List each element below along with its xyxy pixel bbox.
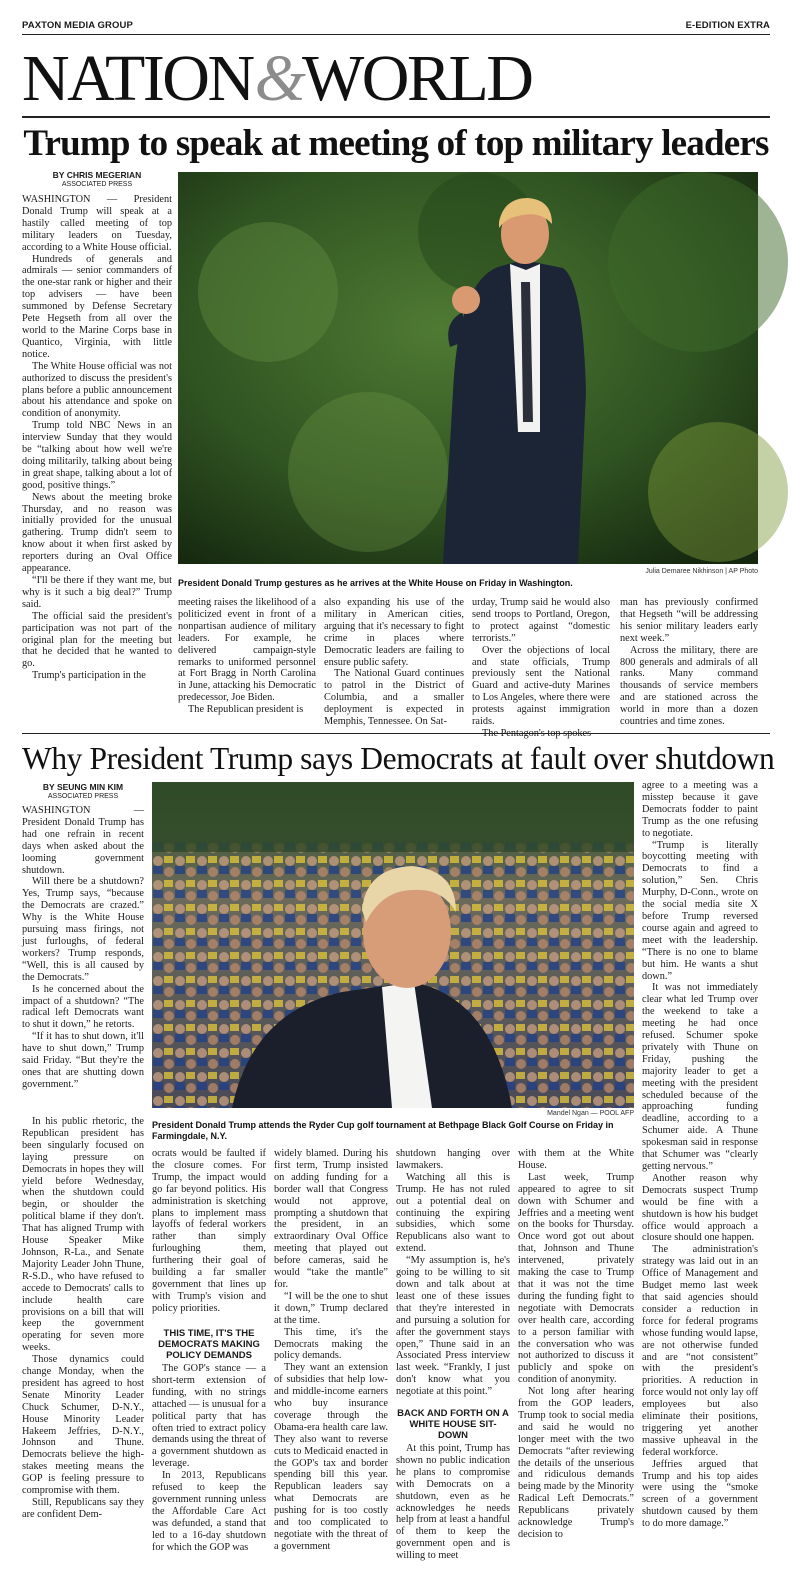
publisher-name: PAXTON MEDIA GROUP: [22, 20, 133, 31]
story1-paragraph: meeting raises the likelihood of a politicized event in front of a nonpartisan audience of military leaders. For example, he delivered campaign-style remarks to uniformed personnel at Fort Bragg in North Carolina in June, attacking his Democratic predecessor, Joe Biden.: [178, 597, 316, 704]
story1-paragraph: “I'll be there if they want me, but why is it such a big deal?” Trump said.: [22, 575, 172, 610]
story1-photo: [178, 172, 758, 564]
story2-col2-upper: [152, 1148, 266, 1312]
story2-byline: [22, 782, 144, 800]
story2-paragraph: Not long after hearing from the GOP leaders, Trump took to social media and said he would no longer meet with the two Democrats “after reviewing the details of the unserious and ridiculous demands being made by the Minority Radical Left Democrats.” Republicans privately acknowledge Trump's decision to: [518, 1386, 634, 1540]
story2-caption: President Donald Trump attends the Ryder Cup golf tournament at Bethpage Black Golf Course on Friday in Farmingdale, N.Y.: [152, 1120, 614, 1141]
story2-col4-upper: [396, 1148, 510, 1398]
story1-paragraph: News about the meeting broke Thursday, and no reason was initially provided for the unusual gathering. Trump didn't seem to know about it when first asked by reporters during an Oval Office appearance.: [22, 491, 172, 575]
story1-byline: [22, 170, 172, 188]
story2-paragraph: WASHINGTON — President Donald Trump has had one refrain in recent days when asked about the looming government shutdown.: [22, 805, 144, 876]
story2-paragraph: In his public rhetoric, the Republican president has been singularly focused on laying pressure on Democrats in hopes they will yield before Wednesday, when the shutdown could begin, or shoulder the political blame if they don't. That has aligned Trump with House Speaker Mike Johnson, R-La., and Senate Majority Leader John Thune, R-S.D., who have refused to accede to Democrats' calls to include health care provisions on a bill that will keep the government operating for seven more weeks.: [22, 1116, 144, 1354]
story2-paragraph: It was not immediately clear what led Trump over the weekend to take a meeting he had once refused. Schumer spoke privately with Thune on Friday, pushing the majority leader to get a meeting with the president scheduled because of the approaching funding deadline, according to a Schumer aide. A Thune spokesman said in response that Schumer was “clearly getting nervous.”: [642, 982, 758, 1172]
story1-paragraph: Over the objections of local and state officials, Trump previously sent the National Guard and active-duty Marines to Los Angeles, where there were protests against immigration raids.: [472, 644, 610, 728]
story1-paragraph: The National Guard continues to patrol in the District of Columbia, and a smaller deployment is expected in Memphis, Tennessee. On Sat-: [324, 668, 464, 728]
section-masthead: [22, 44, 531, 114]
story1-col2: [178, 597, 316, 728]
story2-paragraph: ocrats would be faulted if the closure comes. For Trump, the impact would go far beyond politics. His administration is sketching plans to implement mass layoffs of federal workers rather than simply furloughing them, furthering their goal of building a far smaller government that lines up with Trump's vision and policy priorities.: [152, 1148, 266, 1314]
masthead-nation: NATION: [22, 42, 253, 115]
story2-byline-org: ASSOCIATED PRESS: [47, 793, 119, 800]
story2-paragraph: Still, Republicans say they are confident Dem-: [22, 1497, 144, 1520]
story1-paragraph: The White House official was not authorized to discuss the president's plans before a public announcement about his attendance and spoke on condition of anonymity.: [22, 360, 172, 420]
masthead-world: WORLD: [301, 42, 532, 115]
story2-subhead-1: THIS TIME, IT'S THE DEMOCRATS MAKING POLICY DEMANDS: [158, 1328, 260, 1361]
top-bar: [22, 18, 770, 34]
story2-paragraph: Those dynamics could change Monday, when the president has agreed to host Senate Minority Leader Chuck Schumer, D-N.Y., House Minority Leader Hakeem Jeffries, D-N.Y., Johnson and Thune. Democrats believe the high-stakes meeting means the GOP is feeling pressure to compromise with them.: [22, 1354, 144, 1497]
story2-col1-lower: [22, 1116, 144, 1572]
story1-paragraph: Trump told NBC News in an interview Sunday that they would be “talking about how well we're doing militarily, talking about being in great shape, talking about a lot of good, positive things.”: [22, 420, 172, 491]
story1-headline: Trump to speak at meeting of top military leaders: [23, 123, 769, 164]
edition-label: E-EDITION EXTRA: [685, 20, 770, 31]
story1-col5: [620, 597, 758, 728]
story1-byline-name: BY CHRIS MEGERIAN: [52, 170, 142, 180]
top-rule: [22, 34, 770, 35]
story1-col4: [472, 597, 610, 739]
masthead-ampersand: &: [254, 42, 300, 115]
masthead-rule: [22, 116, 770, 118]
story2-subhead-2: BACK AND FORTH ON A WHITE HOUSE SIT-DOWN: [397, 1408, 509, 1441]
story-divider: [22, 733, 770, 734]
story2-paragraph: “My assumption is, he's going to be willing to sit down and talk about at least one of these issues that they're interested in and pursuing a solution for after the government stays open,” Thune said in an Associated Press interview last week. “Frankly, I just don't know what you negotiate at this point.”: [396, 1255, 510, 1398]
story1-paragraph: Trump's participation in the: [32, 670, 146, 682]
story2-col1-upper: [22, 805, 144, 1115]
story1-caption: President Donald Trump gestures as he arrives at the White House on Friday in Washington.: [178, 578, 573, 588]
story2-photo-art: [152, 782, 634, 1108]
story1-paragraph: The Republican president is: [188, 704, 304, 716]
story2-paragraph: They want an extension of subsidies that help low- and middle-income earners who buy insurance coverage through the Obama-era health care law. They also want to reverse cuts to Medicaid enacted in the GOP's tax and border spending bill this year. Republican leaders say what Democrats are pushing for is too costly and too complicated to negotiate with the threat of a government: [274, 1362, 388, 1552]
story2-paragraph: In 2013, Republicans refused to keep the government running unless the Affordable Care Act was defunded, a stand that led to a 16-day shutdown for which the GOP was: [152, 1470, 266, 1553]
story2-paragraph: with them at the White House.: [518, 1148, 634, 1171]
story2-col3: [274, 1148, 388, 1572]
story2-photo-credit: Mandel Ngan — POOL AFP: [547, 1110, 634, 1117]
story2-paragraph: widely blamed. During his first term, Trump insisted on adding funding for a border wall that Congress would not approve, prompting a shutdown that the president, in an extraordinary Oval Office meeting that played out before cameras, said he would “take the mantle” for.: [274, 1148, 388, 1290]
story1-col1: [22, 194, 172, 728]
story1-photo-art: [178, 172, 758, 564]
story2-paragraph: Another reason why Democrats suspect Trump would be fine with a shutdown is how his budget office would approach a closure should one happen.: [642, 1172, 758, 1244]
story2-headline: Why President Trump says Democrats at fault over shutdown: [22, 741, 775, 776]
story2-photo: [152, 782, 634, 1108]
story1-paragraph: WASHINGTON — President Donald Trump will speak at a hastily called meeting of top military leaders on Tuesday, according to a White House official.: [22, 194, 172, 253]
story2-paragraph: “If it has to shut down, it'll have to shut down,” Trump said Friday. “But they're the ones that are shutting down government.”: [22, 1031, 144, 1090]
story2-paragraph: The administration's strategy was laid out in an Office of Management and Budget memo last week that said agencies should consider a reduction in force for federal programs whose funding would lapse, are not otherwise funded and are “not consistent” with the president's priorities. A reduction in force would not only lay off employees but also eliminate their positions, triggering yet another massive upheaval in the federal workforce.: [642, 1244, 758, 1458]
story2-paragraph: Watching all this is Trump. He has not ruled out a potential deal on continuing the expiring subsidies, which some Republicans also want to extend.: [396, 1171, 510, 1255]
story2-paragraph: “I will be the one to shut it down,” Trump declared at the time.: [274, 1290, 388, 1326]
story2-byline-name: BY SEUNG MIN KIM: [42, 782, 124, 792]
story2-col5: [518, 1148, 634, 1572]
story2-paragraph: Is he concerned about the impact of a shutdown? “The radical left Democrats want to shut it down,” he retorts.: [22, 983, 144, 1031]
story2-paragraph: “Trump is literally boycotting meeting with Democrats to find a solution,” Sen. Chris Murphy, D-Conn., wrote on the social media site X before Trump reversed course again and agreed to meet with the leadership. “There is no one to blame but him. He wants a shut down.”: [642, 839, 758, 982]
story2-paragraph: Will there be a shutdown? Yes, Trump says, “because the Democrats are crazed.” Why is the White House pursuing mass firings, not just furloughs, of federal workers? Trump responds, “Well, this is all caused by the Democrats.”: [22, 876, 144, 983]
story1-paragraph: also expanding his use of the military in American cities, arguing that it's necessary to fight crime in places where Democratic leaders are failing to ensure public safety.: [324, 597, 464, 668]
story2-paragraph: shutdown hanging over lawmakers.: [396, 1148, 510, 1171]
story2-paragraph: agree to a meeting was a misstep because it gave Democrats fodder to paint Trump as the one refusing to negotiate.: [642, 780, 758, 839]
story2-paragraph: At this point, Trump has shown no public indication he plans to compromise with Democrats on a shutdown, even as he acknowledges he needs help from at least a handful of them to keep the government open and is willing to meet: [396, 1443, 510, 1562]
story2-paragraph: This time, it's the Democrats making the policy demands.: [274, 1326, 388, 1362]
story2-paragraph: Jeffries argued that Trump and his top aides were using the “smoke screen of a government shutdown caused by them to do more damage.”: [642, 1458, 758, 1530]
story1-col3: [324, 597, 464, 728]
story1-paragraph: Across the military, there are 800 generals and admirals of all ranks. Many command thousands of service members and are stationed across the world in more than a dozen countries and time zones.: [620, 644, 758, 728]
story1-paragraph: urday, Trump said he would also send troops to Portland, Oregon, to protect against “domestic terrorists.”: [472, 597, 610, 644]
story1-paragraph: man has previously confirmed that Hegseth “will be addressing his senior military leaders early next week.”: [620, 597, 758, 644]
story2-col2-lower: [152, 1320, 266, 1572]
story1-byline-org: ASSOCIATED PRESS: [61, 181, 133, 188]
story1-paragraph: The Pentagon's top spokes-: [482, 727, 595, 739]
story1-paragraph: The official said the president's participation was not part of the original plan for the meeting but that he decided that he wanted to go.: [22, 610, 172, 670]
story2-col6: [642, 780, 758, 1572]
story2-col4-lower: [396, 1400, 510, 1572]
story2-paragraph: The GOP's stance — a short-term extension of funding, with no strings attached — is unusual for a political party that has often tried to extract policy demands using the threat of a government shutdown as leverage.: [152, 1363, 266, 1470]
story2-paragraph: Last week, Trump appeared to agree to sit down with Schumer and Jeffries and a meeting went on the books for Thursday. Once word got out about that, Johnson and Thune intervened, privately making the case to Trump that it was not the time during the funding fight to negotiate with Democrats over health care, according to a person familiar with the conversation who was not authorized to discuss it publicly and spoke on condition of anonymity.: [518, 1171, 634, 1386]
story1-paragraph: Hundreds of generals and admirals — senior commanders of the one-star rank or higher and their top advisers — have been summoned by Defense Secretary Pete Hegseth from all over the world to the Marine Corps base in Quantico, Virginia, with little notice.: [22, 253, 172, 360]
story1-photo-credit: Julia Demaree Nikhinson | AP Photo: [645, 568, 758, 575]
